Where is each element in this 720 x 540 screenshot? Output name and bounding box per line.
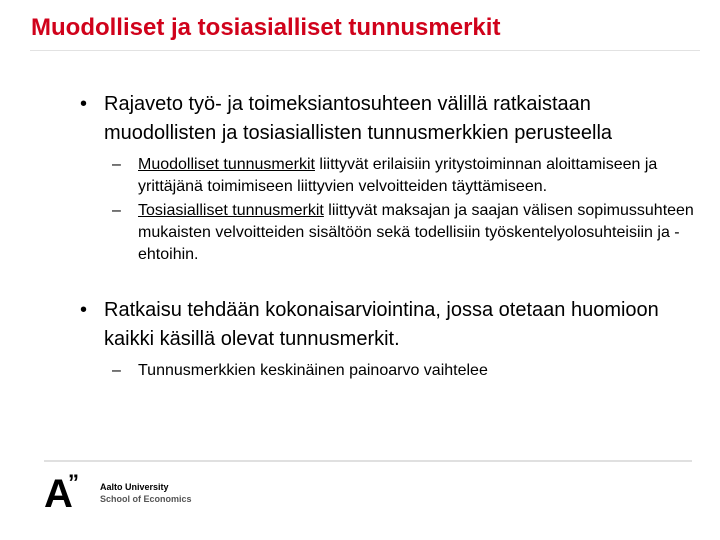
sub-bullet-item: [76, 154, 696, 198]
underlined-term: Tosiasialliset tunnusmerkit: [138, 202, 324, 219]
sub-bullet-text: liittyvät erilaisiin yritystoiminnan aloittamiseen ja yrittäjänä toimimiseen liittyvien velvoitteiden täyttämiseen.: [138, 156, 658, 195]
logo-university-name: Aalto University: [100, 482, 169, 492]
aalto-logo-mark: A: [44, 472, 71, 516]
dash-marker: –: [112, 362, 121, 379]
slide-body: [76, 90, 696, 382]
bullet-marker: •: [80, 93, 88, 115]
sub-bullet-item: [76, 200, 696, 266]
title-divider: [30, 50, 700, 51]
sub-bullet-text: Tunnusmerkkien keskinäinen painoarvo vaihtelee: [138, 362, 488, 379]
slide-title: Muodolliset ja tosiasialliset tunnusmerkit: [31, 14, 501, 41]
sub-bullet-item: [76, 360, 696, 382]
bullet-item: [76, 90, 696, 148]
underlined-term: Muodolliset tunnusmerkit: [138, 156, 315, 173]
bullet-text: Ratkaisu tehdään kokonaisarviointina, jossa otetaan huomioon kaikki käsillä olevat tunnusmerkit.: [104, 299, 659, 350]
dash-marker: –: [112, 202, 121, 219]
logo-school-name: School of Economics: [100, 494, 192, 504]
dash-marker: –: [112, 156, 121, 173]
footer-divider: [44, 460, 692, 462]
bullet-marker: •: [80, 299, 88, 321]
bullet-text: Rajaveto työ- ja toimeksiantosuhteen välillä ratkaistaan muodollisten ja tosiasiallisten tunnusmerkkien perusteella: [104, 93, 613, 144]
aalto-logo-quote-icon: ”: [68, 470, 79, 495]
sub-bullet-text: liittyvät maksajan ja saajan välisen sopimussuhteen mukaisten velvoitteiden sisältöön sekä todellisiin työskentelyolosuhteisiin ja -ehtoihin.: [138, 202, 694, 263]
bullet-item: [76, 296, 696, 354]
